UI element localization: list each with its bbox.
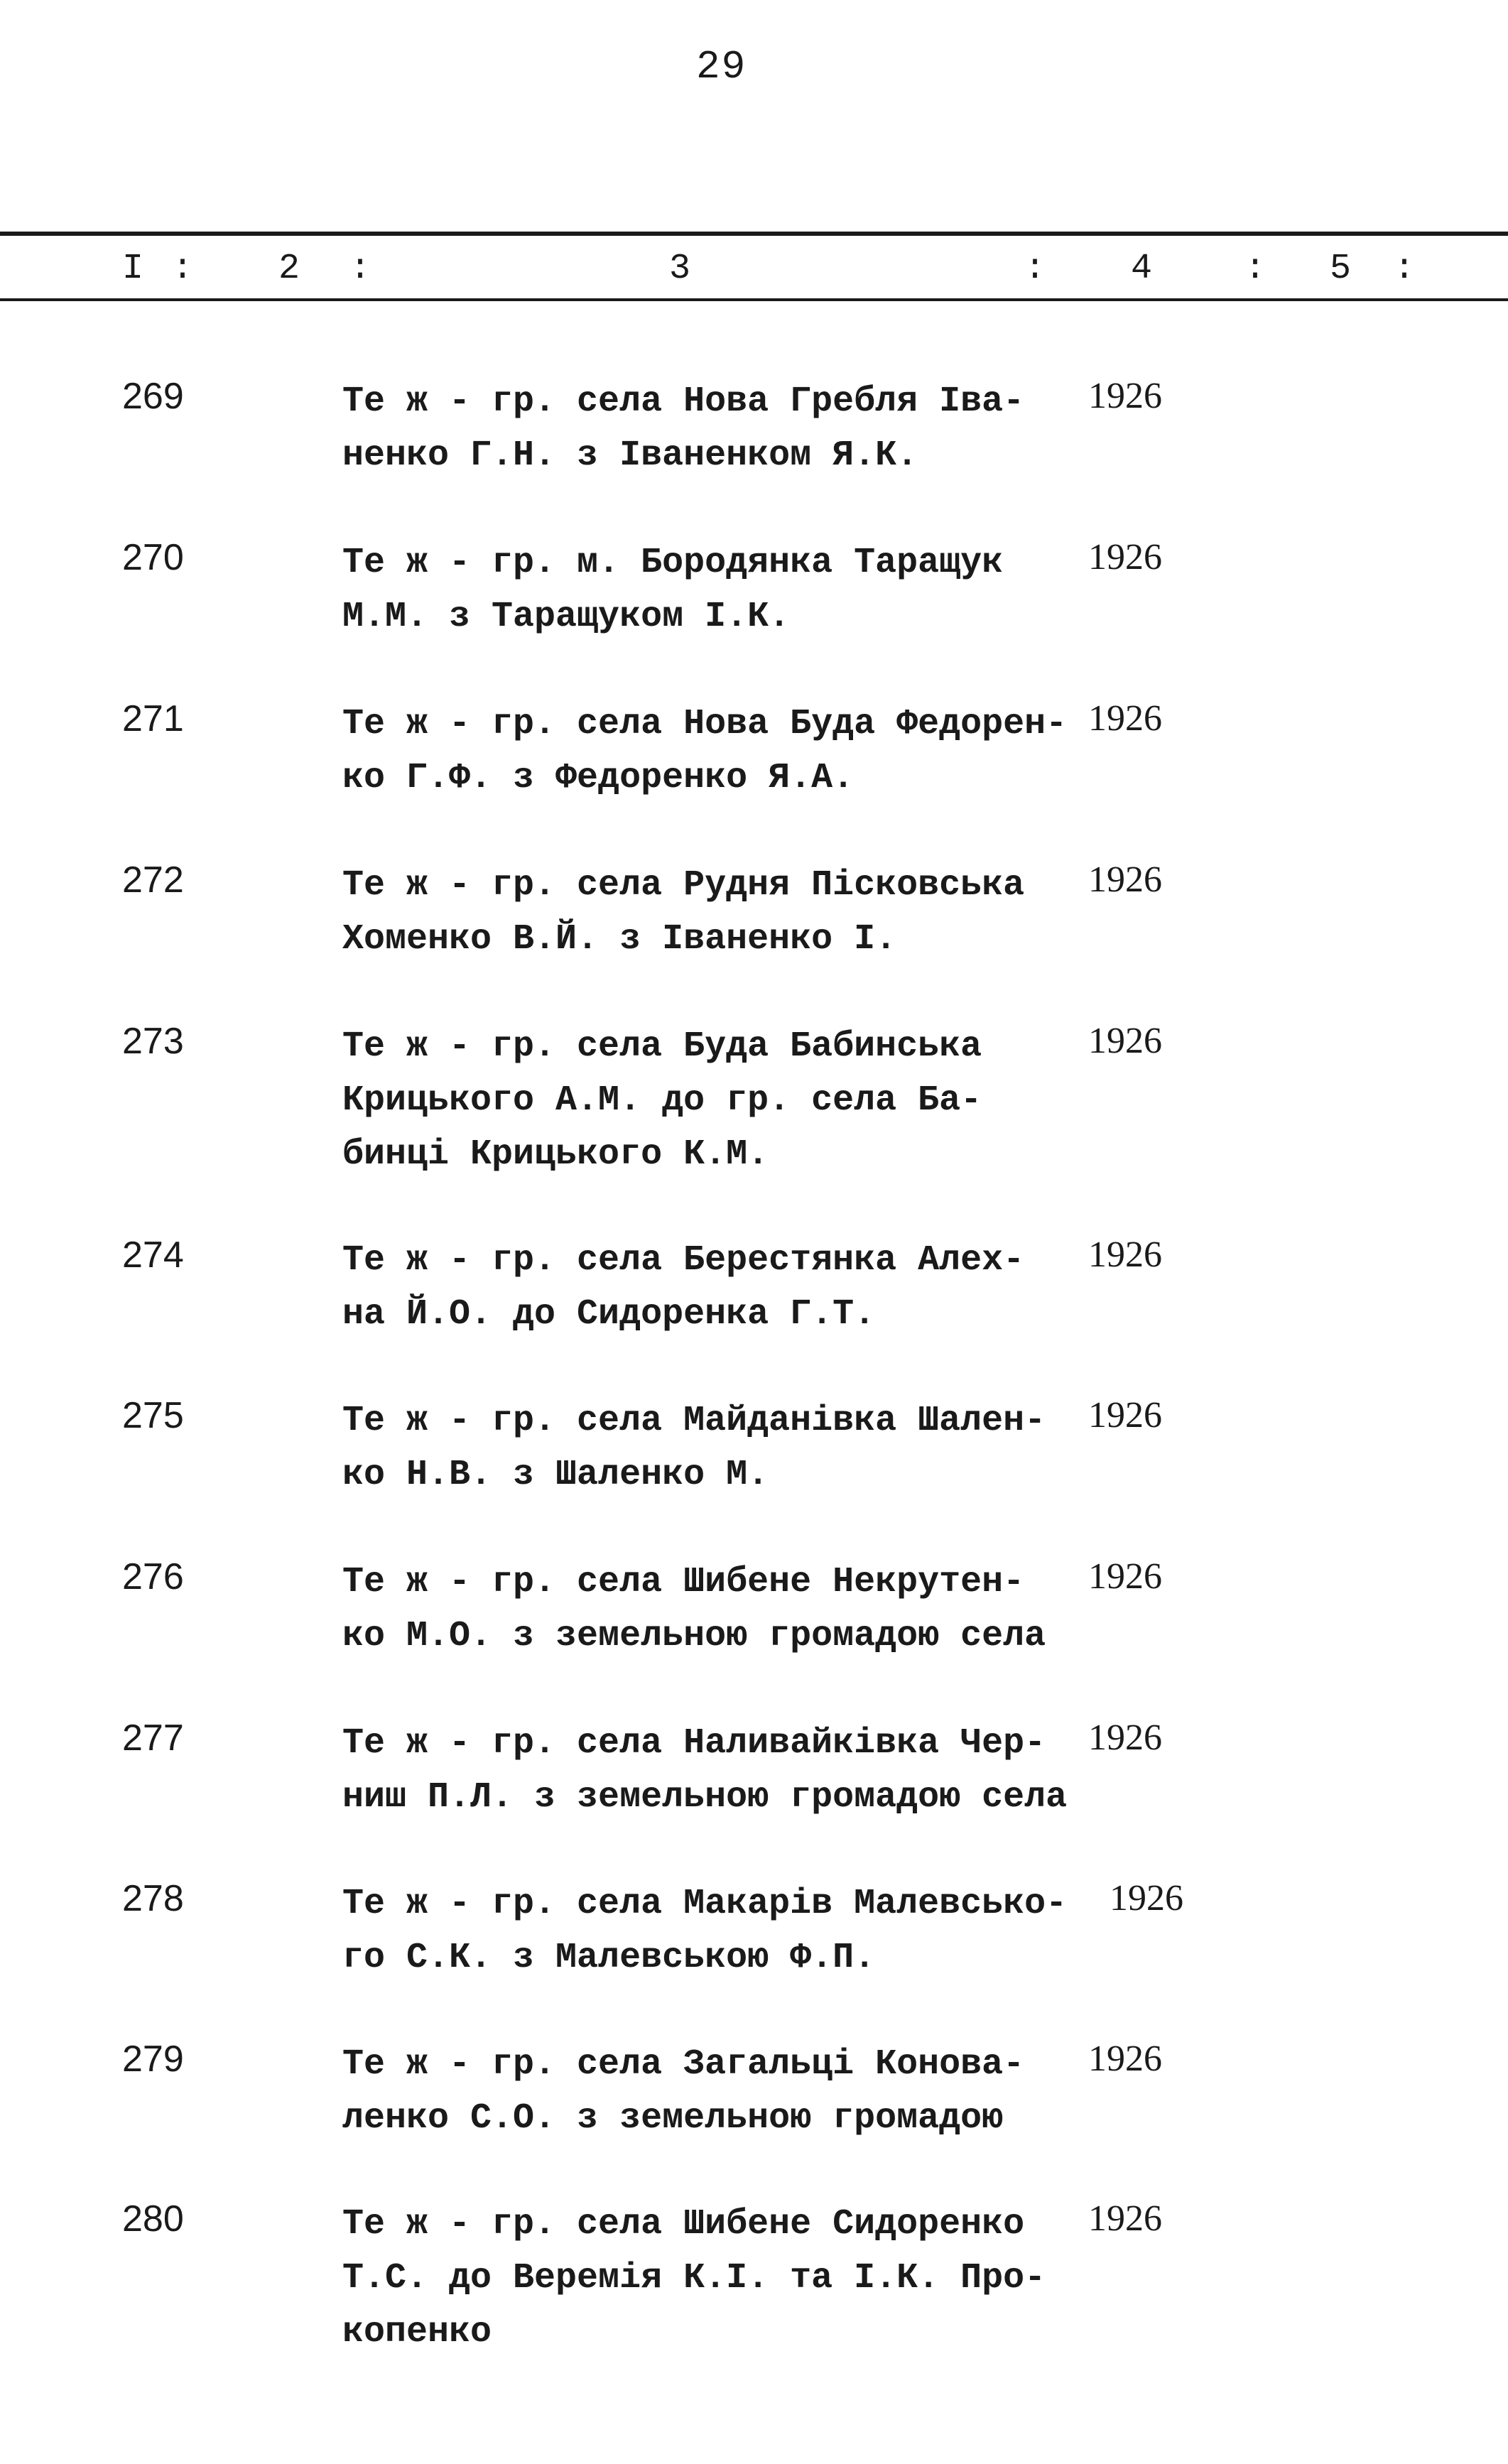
row-description: Те ж - гр. села Макарів Малевсько- го С.К. з Малевською Ф.П.: [342, 1884, 1068, 1978]
row-number: 271: [122, 698, 184, 739]
row-year: 1926: [1088, 2039, 1162, 2079]
row-description: Те ж - гр. села Шибене Некрутен- ко М.О. з земельною громадою села: [342, 1562, 1046, 1656]
row-description: Те ж - гр. села Берестянка Алех- на Й.О. до Сидоренка Г.Т.: [342, 1240, 1025, 1335]
column-header-1: I: [122, 249, 144, 289]
page-number: 29: [696, 44, 747, 89]
row-description: Те ж - гр. села Наливайківка Чер- ниш П.Л. з земельною громадою села: [342, 1723, 1068, 1818]
row-number: 276: [122, 1556, 184, 1597]
row-number: 279: [122, 2039, 184, 2080]
row-description: Те ж - гр. м. Бородянка Таращук М.М. з Таращуком І.К.: [342, 543, 1004, 637]
row-year: 1926: [1088, 2198, 1162, 2239]
row-year: 1926: [1088, 376, 1162, 416]
column-separator-1: :: [172, 249, 194, 289]
row-number: 280: [122, 2198, 184, 2240]
row-description: Те ж - гр. села Буда Бабинська Крицького А.М. до гр. села Ба- бинці Крицького К.М.: [342, 1026, 982, 1175]
column-header-3: 3: [669, 249, 691, 289]
row-description: Те ж - гр. села Загальці Конова- ленко С.О. з земельною громадою: [342, 2044, 1025, 2139]
row-year: 1926: [1088, 1395, 1162, 1435]
row-description: Те ж - гр. села Майданівка Шален- ко Н.В. з Шаленко М.: [342, 1401, 1046, 1495]
column-separator-4: :: [1244, 249, 1266, 289]
row-year: 1926: [1088, 1234, 1162, 1275]
row-number: 278: [122, 1878, 184, 1919]
header-bottom-rule: [0, 298, 1508, 301]
row-year: 1926: [1088, 859, 1162, 900]
row-year: 1926: [1110, 1878, 1183, 1918]
row-year: 1926: [1088, 1717, 1162, 1758]
column-separator-3: :: [1024, 249, 1046, 289]
row-description: Те ж - гр. села Нова Гребля Іва- ненко Г.Н. з Іваненком Я.К.: [342, 381, 1025, 476]
row-year: 1926: [1088, 1021, 1162, 1061]
row-number: 270: [122, 537, 184, 578]
row-number: 277: [122, 1717, 184, 1759]
row-description: Те ж - гр. села Нова Буда Федорен- ко Г.Ф. з Федоренко Я.А.: [342, 704, 1068, 798]
column-header-5: 5: [1330, 249, 1352, 289]
row-description: Те ж - гр. села Шибене Сидоренко Т.С. до Веремія К.І. та І.К. Про- копенко: [342, 2204, 1046, 2352]
row-description: Те ж - гр. села Рудня Пісковська Хоменко В.Й. з Іваненко І.: [342, 865, 1025, 960]
row-year: 1926: [1088, 537, 1162, 577]
column-header-4: 4: [1131, 249, 1153, 289]
row-number: 273: [122, 1021, 184, 1062]
row-year: 1926: [1088, 1556, 1162, 1597]
row-year: 1926: [1088, 698, 1162, 739]
row-number: 275: [122, 1395, 184, 1436]
column-separator-5: :: [1394, 249, 1416, 289]
column-header-2: 2: [278, 249, 300, 289]
row-number: 269: [122, 376, 184, 417]
row-number: 272: [122, 859, 184, 901]
header-top-rule: [0, 232, 1508, 236]
row-number: 274: [122, 1234, 184, 1276]
column-separator-2: :: [349, 249, 371, 289]
